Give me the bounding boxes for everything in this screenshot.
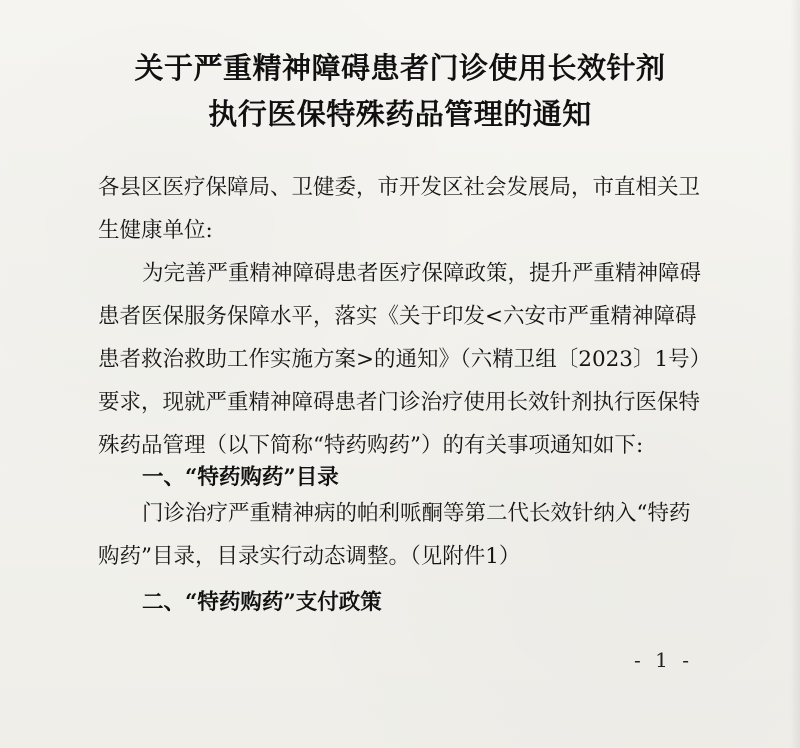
section-1-line: 购药”目录，目录实行动态调整。（见附件1）	[98, 544, 521, 569]
document-title-line-1: 关于严重精神障碍患者门诊使用长效针剂	[134, 51, 666, 85]
page-number: - 1 -	[634, 648, 693, 672]
intro-line: 殊药品管理（以下简称“特药购药”）的有关事项通知如下:	[98, 433, 644, 458]
document-title-line-2: 执行医保特殊药品管理的通知	[208, 97, 592, 131]
intro-line: 为完善严重精神障碍患者医疗保障政策，提升严重精神障碍	[142, 261, 702, 286]
addressee-block	[98, 166, 720, 252]
intro-line: 要求，现就严重精神障碍患者门诊治疗使用长效针剂执行医保特	[98, 390, 701, 415]
section-1-paragraph	[98, 492, 720, 578]
intro-paragraph	[98, 252, 720, 467]
intro-line: 患者救治救助工作实施方案>的通知》（六精卫组〔2023〕1号）	[98, 347, 712, 372]
section-2-heading: 二、“特药购药”支付政策	[142, 590, 382, 615]
addressee-line-1: 各县区医疗保障局、卫健委，市开发区社会发展局，市直相关卫	[98, 175, 701, 200]
addressee-line-2: 生健康单位:	[98, 218, 213, 243]
section-1-line: 门诊治疗严重精神病的帕利哌酮等第二代长效针纳入“特药	[142, 501, 691, 526]
intro-line: 患者医保服务保障水平，落实《关于印发<六安市严重精神障碍	[98, 304, 697, 329]
section-1-heading: 一、“特药购药”目录	[142, 465, 339, 490]
